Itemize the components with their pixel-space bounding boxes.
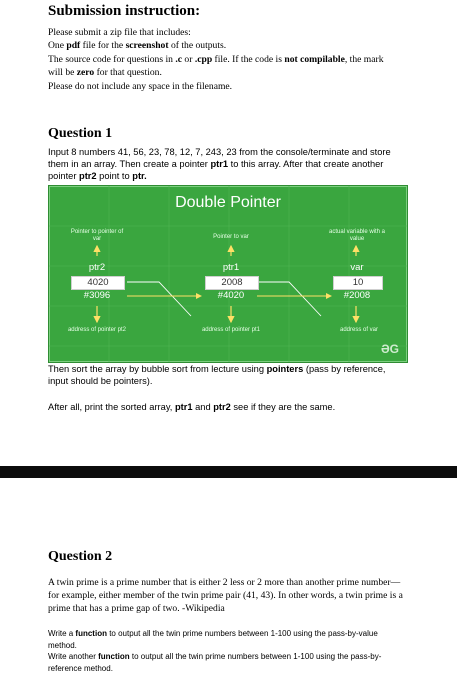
text-bold: .cpp bbox=[194, 53, 213, 65]
question-2-definition: A twin prime is a prime number that is either 2 less or 2 more than another prime number—for example, either member of the twin prime pair (41, 43). In other words, a twin prime is a prime that has a prime gap of two. -Wikipedia bbox=[48, 577, 403, 614]
col2-name: ptr1 bbox=[222, 262, 240, 273]
text: file. If the code is bbox=[212, 53, 285, 65]
col3-name: var bbox=[350, 262, 364, 273]
text: and bbox=[192, 402, 214, 412]
question-2-tasks bbox=[48, 628, 408, 674]
col1-name: ptr2 bbox=[88, 262, 106, 273]
text: or bbox=[182, 53, 195, 65]
col2-address: #4020 bbox=[217, 290, 245, 301]
text: One bbox=[48, 40, 67, 52]
text: for that question. bbox=[94, 67, 162, 79]
col1-top-label: Pointer to pointer of var bbox=[70, 229, 124, 242]
text: , the mark bbox=[344, 53, 384, 65]
grid bbox=[49, 186, 407, 362]
text-bold: ptr. bbox=[132, 171, 147, 181]
text: Write a bbox=[48, 629, 76, 638]
question-1-title: Question 1 bbox=[48, 126, 113, 141]
text-bold: ptr1 bbox=[210, 159, 229, 169]
text: (pass by reference, input should be pointers). bbox=[48, 364, 386, 386]
text: to this array. After that create another pointer bbox=[48, 159, 384, 181]
text: see if they are the same. bbox=[230, 402, 336, 412]
text-bold: function bbox=[98, 652, 130, 661]
text: point to bbox=[96, 171, 133, 181]
logo-icon: ƏG bbox=[380, 342, 399, 356]
text-bold: zero bbox=[76, 67, 95, 79]
col1-bottom-label: address of pointer pt2 bbox=[67, 327, 127, 333]
double-pointer-diagram bbox=[48, 185, 408, 363]
text: Please submit a zip file that includes: bbox=[48, 27, 191, 38]
submission-line bbox=[48, 26, 408, 39]
text: to output all the twin prime numbers between 1-100 using the pass-by-value method. bbox=[48, 629, 378, 650]
col3-value-box: 10 bbox=[333, 276, 383, 290]
col2-value-box: 2008 bbox=[205, 276, 259, 290]
text-bold: ptr2 bbox=[79, 171, 97, 181]
text: of the outputs. bbox=[168, 40, 227, 52]
text-bold: screenshot bbox=[125, 40, 169, 52]
diagram-title: Double Pointer bbox=[175, 194, 281, 211]
text-bold: .c bbox=[175, 53, 183, 65]
question-1-description bbox=[48, 146, 408, 182]
page-divider bbox=[0, 466, 457, 478]
col2-bottom-label: address of pointer pt1 bbox=[201, 327, 261, 333]
text: to output all the twin prime numbers between 1-100 using the pass-by-reference method. bbox=[48, 652, 382, 673]
question-2-title: Question 2 bbox=[48, 549, 113, 564]
col1-address: #3096 bbox=[83, 290, 111, 301]
text: The source code for questions in bbox=[48, 53, 176, 65]
text: After all, print the sorted array, bbox=[48, 402, 175, 412]
text: file for the bbox=[80, 40, 126, 52]
text: Write another bbox=[48, 652, 99, 661]
col2-top-label: Pointer to var bbox=[213, 234, 249, 240]
col1-value-box: 4020 bbox=[71, 276, 125, 290]
submission-line bbox=[48, 39, 408, 52]
task-line bbox=[48, 651, 408, 674]
submission-title: Submission instruction: bbox=[48, 3, 201, 19]
text: Then sort the array by bubble sort from lecture using bbox=[48, 364, 267, 374]
question-1-print-instruction bbox=[48, 402, 408, 412]
submission-line bbox=[48, 53, 408, 66]
submission-line bbox=[48, 66, 408, 79]
submission-line bbox=[48, 80, 408, 93]
text-bold: not compilable bbox=[284, 53, 345, 65]
text: Input 8 numbers 41, 56, 23, 78, 12, 7, 243, 23 from the console/terminate and store them in an array. Then create a pointer bbox=[48, 147, 391, 169]
col3-top-label: actual variable with a value bbox=[328, 229, 386, 242]
text-bold: function bbox=[75, 629, 107, 638]
col3-bottom-label: address of var bbox=[339, 327, 379, 333]
text-bold: ptr1 bbox=[174, 402, 193, 412]
text-bold: ptr2 bbox=[213, 402, 231, 412]
submission-instructions bbox=[48, 26, 408, 93]
connector-1a bbox=[127, 282, 191, 316]
question-1-sort-instruction bbox=[48, 363, 408, 387]
text-bold: pointers bbox=[266, 364, 304, 374]
diagram-connectors bbox=[49, 186, 407, 362]
text: will be bbox=[48, 67, 77, 79]
task-line bbox=[48, 628, 408, 651]
text: Please do not include any space in the filename. bbox=[48, 80, 233, 92]
col3-address: #2008 bbox=[343, 290, 371, 301]
text-bold: pdf bbox=[66, 40, 81, 52]
